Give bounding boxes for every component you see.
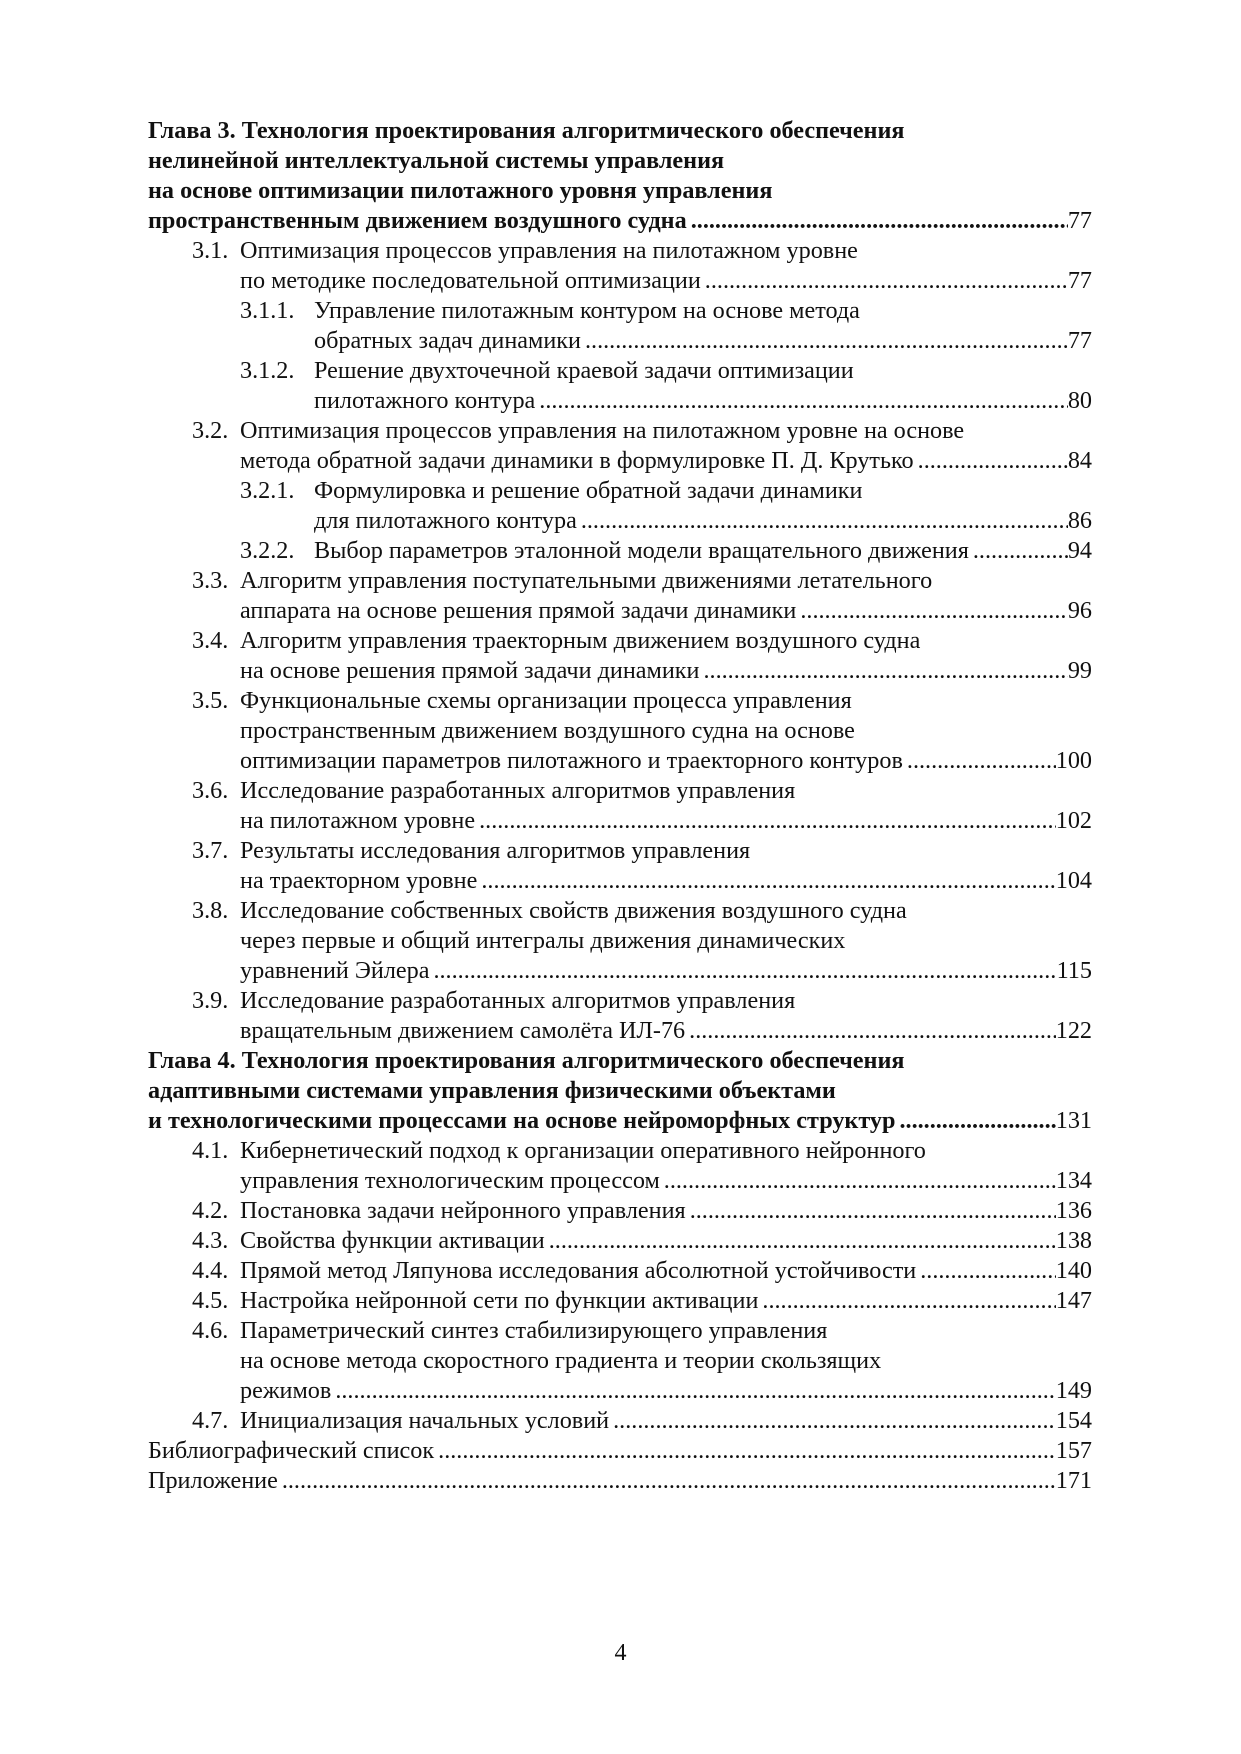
toc-entry-line [148, 866, 1092, 896]
toc-entry [148, 296, 1092, 356]
table-of-contents [148, 116, 1092, 1496]
toc-entry-line [148, 1316, 1092, 1346]
toc-entry [148, 1316, 1092, 1406]
toc-entry-line [148, 746, 1092, 776]
toc-leader-dots [433, 956, 1056, 986]
toc-entry-number: 4.3. [192, 1227, 229, 1254]
toc-leader-dots [581, 506, 1068, 536]
toc-entry-title: вращательным движением самолёта ИЛ-76 [240, 1017, 686, 1044]
toc-entry-title: Решение двухточечной краевой задачи оптимизации [314, 357, 854, 384]
toc-entry [148, 116, 1092, 236]
toc-leader-dots [689, 1016, 1056, 1046]
toc-entry-page: 77 [1067, 327, 1092, 354]
toc-entry-line [148, 896, 1092, 926]
toc-entry [148, 836, 1092, 896]
toc-leader-dots [691, 206, 1068, 236]
toc-entry-number: 4.5. [192, 1287, 229, 1314]
toc-entry-title: Глава 4. Технология проектирования алгоритмического обеспечения [148, 1047, 905, 1074]
toc-entry [148, 1406, 1092, 1436]
toc-entry-title: Приложение [148, 1467, 278, 1494]
toc-entry-title: Свойства функции активации [240, 1227, 545, 1254]
toc-entry-title: уравнений Эйлера [240, 957, 430, 984]
toc-entry [148, 1466, 1092, 1496]
toc-entry-line [148, 146, 1092, 176]
toc-leader-dots [585, 326, 1068, 356]
toc-leader-dots [703, 656, 1067, 686]
toc-entry [148, 776, 1092, 836]
toc-entry-number: 3.7. [192, 837, 229, 864]
toc-entry-page: 136 [1055, 1197, 1092, 1224]
toc-entry-title: и технологическими процессами на основе нейроморфных структур [148, 1107, 896, 1134]
toc-entry-line [148, 446, 1092, 476]
toc-entry-line [148, 536, 1092, 566]
toc-entry-line [148, 1436, 1092, 1466]
toc-entry-line [148, 1106, 1092, 1136]
toc-entry-line [148, 1466, 1092, 1496]
toc-entry-title: Алгоритм управления поступательными движениями летательного [240, 567, 933, 594]
toc-entry-title: Алгоритм управления траекторным движением воздушного судна [240, 627, 921, 654]
toc-entry-title: управления технологическим процессом [240, 1167, 660, 1194]
toc-entry-title: метода обратной задачи динамики в формулировке П. Д. Крутько [240, 447, 914, 474]
toc-entry-line [148, 596, 1092, 626]
toc-entry-page: 77 [1067, 267, 1092, 294]
toc-entry-page: 134 [1055, 1167, 1092, 1194]
toc-entry-line [148, 1376, 1092, 1406]
toc-entry-page: 84 [1067, 447, 1092, 474]
toc-entry-number: 3.2. [192, 417, 229, 444]
toc-entry-number: 4.2. [192, 1197, 229, 1224]
toc-entry-number: 3.4. [192, 627, 229, 654]
toc-entry-title: Библиографический список [148, 1437, 435, 1464]
toc-entry-line [148, 1286, 1092, 1316]
toc-entry-title: Оптимизация процессов управления на пилотажном уровне на основе [240, 417, 965, 444]
toc-entry [148, 356, 1092, 416]
toc-entry-title: Исследование разработанных алгоритмов управления [240, 777, 796, 804]
toc-entry-title: оптимизации параметров пилотажного и траекторного контуров [240, 747, 903, 774]
toc-entry-title: для пилотажного контура [314, 507, 577, 534]
toc-entry-line [148, 1226, 1092, 1256]
toc-entry [148, 536, 1092, 566]
toc-leader-dots [438, 1436, 1056, 1466]
toc-entry [148, 1196, 1092, 1226]
toc-entry-line [148, 296, 1092, 326]
toc-entry-title: пилотажного контура [314, 387, 536, 414]
toc-entry [148, 626, 1092, 686]
toc-entry-number: 4.6. [192, 1317, 229, 1344]
toc-entry [148, 566, 1092, 626]
toc-entry-title: на основе метода скоростного градиента и теории скользящих [240, 1347, 882, 1374]
toc-entry-line [148, 176, 1092, 206]
toc-entry-page: 138 [1055, 1227, 1092, 1254]
toc-entry-line [148, 566, 1092, 596]
toc-leader-dots [613, 1406, 1056, 1436]
toc-leader-dots [705, 266, 1068, 296]
toc-entry-number: 4.7. [192, 1407, 229, 1434]
toc-entry-page: 94 [1067, 537, 1092, 564]
toc-entry-page: 100 [1055, 747, 1092, 774]
toc-entry-line [148, 656, 1092, 686]
toc-entry-title: режимов [240, 1377, 332, 1404]
toc-entry-title: на основе решения прямой задачи динамики [240, 657, 700, 684]
toc-entry-number: 3.8. [192, 897, 229, 924]
toc-entry-page: 99 [1067, 657, 1092, 684]
toc-entry-title: Оптимизация процессов управления на пилотажном уровне [240, 237, 858, 264]
toc-entry-line [148, 1346, 1092, 1376]
toc-entry-number: 3.6. [192, 777, 229, 804]
toc-entry-title: нелинейной интеллектуальной системы управления [148, 147, 725, 174]
toc-entry-line [148, 716, 1092, 746]
toc-entry-line [148, 1196, 1092, 1226]
toc-entry-line [148, 836, 1092, 866]
toc-entry-line [148, 236, 1092, 266]
toc-entry-page: 149 [1055, 1377, 1092, 1404]
toc-entry-page: 147 [1055, 1287, 1092, 1314]
toc-entry-line [148, 926, 1092, 956]
toc-entry-title: аппарата на основе решения прямой задачи динамики [240, 597, 797, 624]
toc-entry-number: 3.1. [192, 237, 229, 264]
toc-entry-line [148, 1136, 1092, 1166]
toc-entry-page: 154 [1055, 1407, 1092, 1434]
toc-entry-line [148, 356, 1092, 386]
page-number: 4 [614, 1640, 627, 1666]
toc-entry-line [148, 116, 1092, 146]
toc-entry-line [148, 266, 1092, 296]
toc-entry-line [148, 1256, 1092, 1286]
toc-entry [148, 476, 1092, 536]
toc-entry-line [148, 1406, 1092, 1436]
toc-entry-page: 140 [1055, 1257, 1092, 1284]
toc-entry-page: 171 [1055, 1467, 1092, 1494]
toc-entry-title: Кибернетический подход к организации оперативного нейронного [240, 1137, 926, 1164]
toc-entry-title: пространственным движением воздушного судна на основе [240, 717, 855, 744]
toc-leader-dots [899, 1106, 1055, 1136]
toc-entry-number: 3.1.2. [240, 357, 295, 384]
toc-entry-title: на основе оптимизации пилотажного уровня управления [148, 177, 773, 204]
toc-leader-dots [800, 596, 1067, 626]
toc-entry-line [148, 506, 1092, 536]
toc-entry [148, 986, 1092, 1046]
toc-entry [148, 1226, 1092, 1256]
toc-entry-page: 131 [1055, 1107, 1092, 1134]
toc-leader-dots [335, 1376, 1055, 1406]
toc-entry-title: обратных задач динамики [314, 327, 581, 354]
toc-entry-title: Функциональные схемы организации процесса управления [240, 687, 852, 714]
toc-entry-number: 3.3. [192, 567, 229, 594]
toc-leader-dots [762, 1286, 1055, 1316]
toc-entry-title: Результаты исследования алгоритмов управления [240, 837, 751, 864]
toc-entry-title: на пилотажном уровне [240, 807, 476, 834]
toc-entry-title: Глава 3. Технология проектирования алгоритмического обеспечения [148, 117, 905, 144]
toc-entry-page: 77 [1067, 207, 1092, 234]
toc-entry-line [148, 686, 1092, 716]
toc-entry-page: 96 [1067, 597, 1092, 624]
toc-entry [148, 1046, 1092, 1136]
toc-leader-dots [481, 866, 1055, 896]
toc-entry-number: 4.1. [192, 1137, 229, 1164]
toc-leader-dots [282, 1466, 1056, 1496]
toc-entry-page: 80 [1067, 387, 1092, 414]
toc-entry-page: 115 [1056, 957, 1092, 984]
toc-entry-line [148, 1166, 1092, 1196]
toc-entry [148, 1436, 1092, 1466]
toc-entry-title: Управление пилотажным контуром на основе метода [314, 297, 860, 324]
toc-entry-line [148, 1016, 1092, 1046]
toc-entry-page: 104 [1055, 867, 1092, 894]
toc-entry-title: Параметрический синтез стабилизирующего управления [240, 1317, 828, 1344]
toc-entry [148, 236, 1092, 296]
toc-entry-line [148, 476, 1092, 506]
toc-entry-title: адаптивными системами управления физическими объектами [148, 1077, 836, 1104]
toc-entry-title: на траекторном уровне [240, 867, 478, 894]
toc-entry-page: 122 [1055, 1017, 1092, 1044]
toc-entry-title: Настройка нейронной сети по функции активации [240, 1287, 759, 1314]
toc-leader-dots [690, 1196, 1056, 1226]
toc-entry-number: 3.5. [192, 687, 229, 714]
toc-entry [148, 686, 1092, 776]
toc-entry [148, 1136, 1092, 1196]
toc-entry-number: 3.9. [192, 987, 229, 1014]
toc-entry-title: Выбор параметров эталонной модели вращательного движения [314, 537, 969, 564]
toc-entry-number: 3.2.1. [240, 477, 295, 504]
toc-entry-page: 86 [1067, 507, 1092, 534]
toc-entry-title: пространственным движением воздушного судна [148, 207, 687, 234]
toc-entry-line [148, 1076, 1092, 1106]
toc-entry-title: по методике последовательной оптимизации [240, 267, 701, 294]
toc-leader-dots [664, 1166, 1056, 1196]
toc-entry-line [148, 806, 1092, 836]
toc-entry-line [148, 206, 1092, 236]
toc-entry-number: 3.2.2. [240, 537, 295, 564]
toc-entry-page: 102 [1055, 807, 1092, 834]
toc-entry-title: Прямой метод Ляпунова исследования абсолютной устойчивости [240, 1257, 917, 1284]
toc-leader-dots [479, 806, 1056, 836]
toc-entry [148, 1286, 1092, 1316]
toc-entry-line [148, 626, 1092, 656]
toc-entry-title: Формулировка и решение обратной задачи динамики [314, 477, 863, 504]
toc-entry [148, 416, 1092, 476]
toc-entry-line [148, 776, 1092, 806]
toc-entry-line [148, 1046, 1092, 1076]
toc-entry-title: Исследование собственных свойств движения воздушного судна [240, 897, 907, 924]
toc-entry-line [148, 956, 1092, 986]
toc-entry-title: Исследование разработанных алгоритмов управления [240, 987, 796, 1014]
toc-leader-dots [539, 386, 1068, 416]
toc-leader-dots [920, 1256, 1056, 1286]
toc-entry-page: 157 [1055, 1437, 1092, 1464]
toc-entry-line [148, 986, 1092, 1016]
toc-leader-dots [549, 1226, 1056, 1256]
toc-entry-line [148, 326, 1092, 356]
toc-entry-title: Инициализация начальных условий [240, 1407, 610, 1434]
toc-leader-dots [973, 536, 1068, 566]
toc-entry-title: Постановка задачи нейронного управления [240, 1197, 686, 1224]
toc-leader-dots [907, 746, 1056, 776]
toc-entry [148, 1256, 1092, 1286]
toc-entry-number: 3.1.1. [240, 297, 295, 324]
toc-entry-line [148, 386, 1092, 416]
toc-leader-dots [918, 446, 1068, 476]
toc-entry-number: 4.4. [192, 1257, 229, 1284]
toc-entry [148, 896, 1092, 986]
toc-entry-title: через первые и общий интегралы движения динамических [240, 927, 846, 954]
toc-entry-line [148, 416, 1092, 446]
